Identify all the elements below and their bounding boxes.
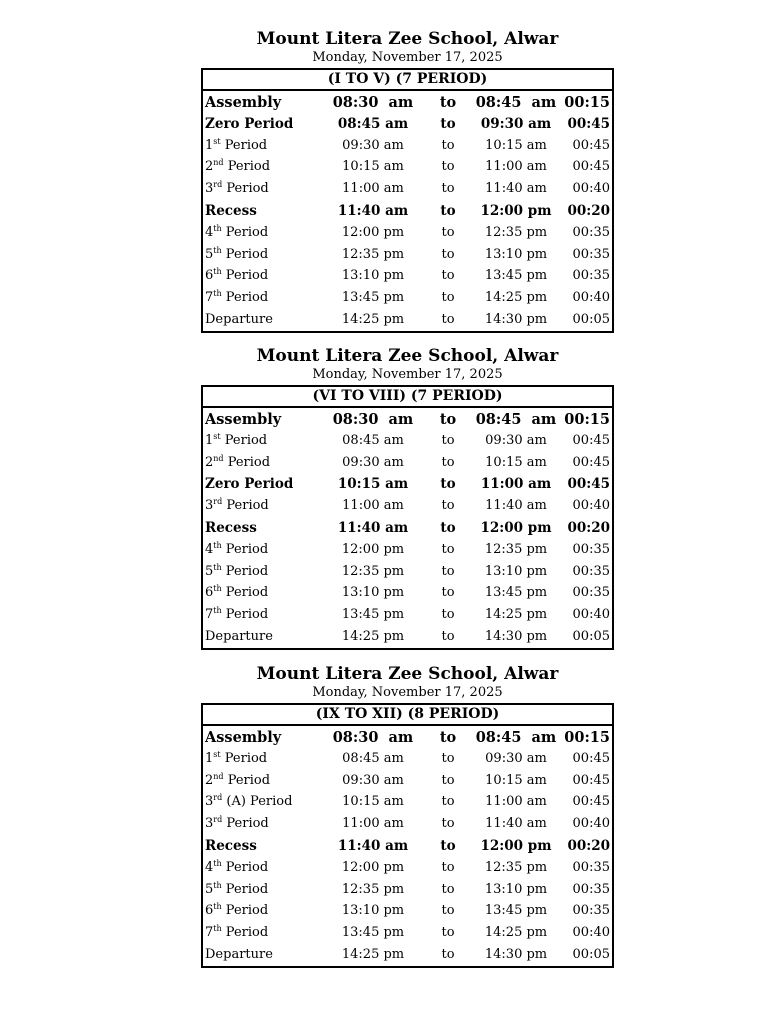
period-number: 5 [205, 881, 214, 897]
to-separator: to [441, 137, 455, 153]
start-time: 08:30 am [332, 729, 414, 746]
ordinal-suffix: th [213, 267, 222, 277]
end-time: 08:45 am [475, 411, 557, 428]
period-name [205, 542, 268, 557]
timetable [201, 385, 614, 650]
period-number: 3 [205, 794, 214, 810]
period-name [205, 312, 273, 327]
period-name [205, 455, 270, 470]
period-name [205, 564, 268, 579]
table-row [203, 626, 612, 648]
duration: 00:20 [567, 519, 610, 536]
to-separator: to [441, 628, 455, 644]
timetable [201, 703, 614, 968]
period-name [205, 925, 268, 940]
start-time: 11:40 am [337, 519, 409, 536]
period-label: Recess [205, 519, 257, 536]
duration: 00:35 [572, 563, 610, 579]
period-label: Period [222, 181, 269, 197]
to-separator: to [441, 794, 455, 810]
table-row [203, 857, 612, 879]
table-row [203, 770, 612, 792]
ordinal-suffix: th [213, 223, 222, 233]
duration: 00:35 [572, 541, 610, 557]
end-time: 13:10 pm [484, 246, 548, 262]
end-time: 10:15 am [485, 137, 547, 153]
period-label: Departure [205, 946, 273, 962]
schedule-date: Monday, November 17, 2025 [312, 685, 503, 700]
period-name [205, 947, 273, 962]
end-time: 13:45 pm [484, 903, 548, 919]
period-name [205, 159, 270, 174]
start-time: 08:45 am [342, 750, 404, 766]
to-separator: to [441, 859, 455, 875]
duration: 00:15 [564, 729, 610, 746]
period-label: Period [220, 750, 268, 766]
to-separator: to [441, 311, 455, 327]
end-time: 14:25 pm [484, 607, 548, 623]
period-name [205, 116, 293, 132]
ordinal-suffix: rd [213, 815, 223, 825]
end-time: 08:45 am [475, 729, 557, 746]
end-time: 10:15 am [485, 772, 547, 788]
table-row [203, 517, 612, 539]
table-row [203, 91, 612, 113]
end-time: 11:40 am [485, 816, 547, 832]
start-time: 09:30 am [342, 772, 404, 788]
period-label: Period [221, 881, 269, 897]
duration: 00:45 [572, 137, 610, 153]
table-row [203, 726, 612, 748]
period-name [205, 751, 267, 766]
period-label: Period [223, 772, 271, 788]
period-label: Period [221, 585, 269, 601]
to-separator: to [441, 159, 455, 175]
period-number: 1 [205, 750, 214, 766]
to-separator: to [441, 181, 455, 197]
period-name [205, 138, 267, 153]
start-time: 12:35 pm [341, 246, 405, 262]
period-label: Departure [205, 311, 273, 327]
class-group-header: (I TO V) (7 PERIOD) [203, 70, 612, 91]
period-number: 6 [205, 903, 214, 919]
end-time: 13:45 pm [484, 585, 548, 601]
schedule-date: Monday, November 17, 2025 [312, 50, 503, 65]
period-name [205, 247, 268, 262]
duration: 00:45 [572, 750, 610, 766]
period-name [205, 520, 257, 536]
to-separator: to [440, 115, 456, 132]
table-row [203, 879, 612, 901]
table-row [203, 748, 612, 770]
to-separator: to [441, 585, 455, 601]
end-time: 12:00 pm [480, 202, 552, 219]
end-time: 12:35 pm [484, 224, 548, 240]
duration: 00:45 [572, 159, 610, 175]
timetable-section-primary [201, 28, 614, 333]
ordinal-suffix: th [213, 584, 222, 594]
period-label: Period [221, 925, 269, 941]
duration: 00:40 [572, 181, 610, 197]
table-row [203, 582, 612, 604]
table-row [203, 539, 612, 561]
period-number: 4 [205, 859, 214, 875]
table-row [203, 430, 612, 452]
period-label: Period [221, 224, 269, 240]
table-row [203, 265, 612, 287]
duration: 00:35 [572, 903, 610, 919]
ordinal-suffix: th [213, 924, 222, 934]
period-label: Zero Period [205, 476, 294, 493]
table-row [203, 561, 612, 583]
start-time: 08:30 am [332, 411, 414, 428]
end-time: 08:45 am [475, 94, 557, 111]
duration: 00:45 [572, 454, 610, 470]
period-label: Zero Period [205, 115, 294, 132]
ordinal-suffix: th [213, 562, 222, 572]
table-row [203, 408, 612, 430]
end-time: 09:30 am [485, 750, 547, 766]
ordinal-suffix: nd [213, 158, 224, 168]
start-time: 09:30 am [342, 454, 404, 470]
period-number: 5 [205, 563, 214, 579]
period-name [205, 476, 293, 492]
period-label: Departure [205, 628, 273, 644]
to-separator: to [440, 519, 456, 536]
end-time: 13:45 pm [484, 268, 548, 284]
duration: 00:20 [567, 202, 610, 219]
table-row [203, 944, 612, 966]
period-label: Period [222, 816, 269, 832]
end-time: 09:30 am [480, 115, 552, 132]
to-separator: to [441, 454, 455, 470]
to-separator: to [440, 476, 456, 493]
duration: 00:20 [567, 837, 610, 854]
to-separator: to [440, 202, 456, 219]
to-separator: to [441, 498, 455, 514]
start-time: 08:45 am [337, 115, 409, 132]
to-separator: to [441, 268, 455, 284]
start-time: 12:35 pm [341, 881, 405, 897]
start-time: 13:10 pm [341, 903, 405, 919]
end-time: 10:15 am [485, 454, 547, 470]
period-label: (A) Period [222, 794, 293, 810]
duration: 00:45 [567, 115, 610, 132]
start-time: 11:00 am [342, 181, 404, 197]
period-name [205, 225, 268, 240]
table-row [203, 156, 612, 178]
end-time: 11:00 am [485, 159, 547, 175]
start-time: 13:10 pm [341, 585, 405, 601]
start-time: 11:40 am [337, 202, 409, 219]
ordinal-suffix: st [213, 749, 221, 759]
start-time: 13:10 pm [341, 268, 405, 284]
duration: 00:45 [572, 794, 610, 810]
start-time: 12:35 pm [341, 563, 405, 579]
period-label: Assembly [205, 94, 282, 111]
ordinal-suffix: th [213, 880, 222, 890]
start-time: 12:00 pm [341, 859, 405, 875]
duration: 00:35 [572, 859, 610, 875]
period-label: Period [221, 563, 269, 579]
start-time: 08:45 am [342, 432, 404, 448]
end-time: 13:10 pm [484, 563, 548, 579]
ordinal-suffix: th [213, 902, 222, 912]
start-time: 11:00 am [342, 816, 404, 832]
start-time: 14:25 pm [341, 628, 405, 644]
table-row [203, 200, 612, 222]
timetable-section-middle [201, 345, 614, 650]
timetable [201, 68, 614, 333]
to-separator: to [441, 925, 455, 941]
end-time: 12:00 pm [480, 519, 552, 536]
ordinal-suffix: rd [213, 180, 223, 190]
to-separator: to [439, 411, 457, 428]
school-name: Mount Litera Zee School, Alwar [256, 29, 559, 49]
start-time: 10:15 am [337, 476, 409, 493]
period-name [205, 433, 267, 448]
ordinal-suffix: th [213, 858, 222, 868]
table-row [203, 922, 612, 944]
to-separator: to [441, 750, 455, 766]
period-number: 7 [205, 607, 214, 623]
duration: 00:40 [572, 816, 610, 832]
period-name [205, 181, 269, 196]
period-number: 3 [205, 181, 214, 197]
period-label: Recess [205, 837, 257, 854]
table-row [203, 244, 612, 266]
schedule-date: Monday, November 17, 2025 [312, 367, 503, 382]
period-label: Period [223, 454, 271, 470]
duration: 00:40 [572, 498, 610, 514]
end-time: 13:10 pm [484, 881, 548, 897]
ordinal-suffix: th [213, 245, 222, 255]
period-label: Period [220, 432, 268, 448]
duration: 00:15 [564, 94, 610, 111]
duration: 00:40 [572, 925, 610, 941]
table-row [203, 791, 612, 813]
end-time: 14:25 pm [484, 925, 548, 941]
period-name [205, 498, 269, 513]
period-name [205, 411, 281, 428]
period-number: 2 [205, 454, 214, 470]
period-label: Period [221, 246, 269, 262]
duration: 00:45 [572, 772, 610, 788]
start-time: 08:30 am [332, 94, 414, 111]
period-name [205, 729, 281, 746]
period-number: 2 [205, 772, 214, 788]
start-time: 10:15 am [342, 159, 404, 175]
to-separator: to [441, 816, 455, 832]
end-time: 11:00 am [485, 794, 547, 810]
duration: 00:35 [572, 268, 610, 284]
duration: 00:05 [572, 311, 610, 327]
start-time: 13:45 pm [341, 290, 405, 306]
period-number: 3 [205, 816, 214, 832]
period-name [205, 903, 268, 918]
period-number: 7 [205, 925, 214, 941]
table-row [203, 452, 612, 474]
duration: 00:45 [567, 476, 610, 493]
period-name [205, 94, 281, 111]
duration: 00:40 [572, 290, 610, 306]
timetable-section-senior [201, 663, 614, 968]
start-time: 11:40 am [337, 837, 409, 854]
period-number: 1 [205, 137, 214, 153]
to-separator: to [440, 837, 456, 854]
ordinal-suffix: th [213, 289, 222, 299]
ordinal-suffix: nd [213, 771, 224, 781]
period-name [205, 882, 268, 897]
duration: 00:05 [572, 628, 610, 644]
period-name [205, 203, 257, 219]
duration: 00:40 [572, 607, 610, 623]
ordinal-suffix: th [213, 606, 222, 616]
to-separator: to [441, 246, 455, 262]
period-number: 6 [205, 585, 214, 601]
to-separator: to [441, 432, 455, 448]
period-number: 1 [205, 432, 214, 448]
period-label: Assembly [205, 411, 282, 428]
class-group-header: (VI TO VIII) (7 PERIOD) [203, 387, 612, 408]
period-label: Period [221, 607, 269, 623]
period-number: 3 [205, 498, 214, 514]
to-separator: to [441, 772, 455, 788]
period-name [205, 268, 268, 283]
class-group-header: (IX TO XII) (8 PERIOD) [203, 705, 612, 726]
period-label: Recess [205, 202, 257, 219]
to-separator: to [441, 946, 455, 962]
table-row [203, 604, 612, 626]
table-row [203, 495, 612, 517]
start-time: 13:45 pm [341, 925, 405, 941]
period-name [205, 816, 269, 831]
table-row [203, 287, 612, 309]
start-time: 14:25 pm [341, 311, 405, 327]
period-number: 6 [205, 268, 214, 284]
table-row [203, 113, 612, 135]
end-time: 12:00 pm [480, 837, 552, 854]
period-name [205, 629, 273, 644]
ordinal-suffix: st [213, 431, 221, 441]
start-time: 11:00 am [342, 498, 404, 514]
period-name [205, 607, 268, 622]
table-row [203, 835, 612, 857]
end-time: 09:30 am [485, 432, 547, 448]
to-separator: to [441, 290, 455, 306]
school-name: Mount Litera Zee School, Alwar [256, 346, 559, 366]
duration: 00:05 [572, 946, 610, 962]
table-row [203, 473, 612, 495]
table-row [203, 222, 612, 244]
duration: 00:35 [572, 585, 610, 601]
to-separator: to [439, 94, 457, 111]
to-separator: to [441, 881, 455, 897]
start-time: 12:00 pm [341, 541, 405, 557]
period-number: 7 [205, 290, 214, 306]
period-label: Period [221, 268, 269, 284]
to-separator: to [441, 563, 455, 579]
end-time: 11:40 am [485, 181, 547, 197]
ordinal-suffix: rd [213, 793, 223, 803]
start-time: 13:45 pm [341, 607, 405, 623]
period-number: 5 [205, 246, 214, 262]
period-name [205, 290, 268, 305]
end-time: 14:30 pm [484, 946, 548, 962]
to-separator: to [439, 729, 457, 746]
period-name [205, 838, 257, 854]
to-separator: to [441, 607, 455, 623]
table-row [203, 178, 612, 200]
period-label: Period [221, 290, 269, 306]
end-time: 14:30 pm [484, 628, 548, 644]
start-time: 09:30 am [342, 137, 404, 153]
duration: 00:15 [564, 411, 610, 428]
ordinal-suffix: nd [213, 453, 224, 463]
table-row [203, 135, 612, 157]
school-name: Mount Litera Zee School, Alwar [256, 664, 559, 684]
period-label: Assembly [205, 729, 282, 746]
duration: 00:35 [572, 881, 610, 897]
to-separator: to [441, 541, 455, 557]
ordinal-suffix: th [213, 540, 222, 550]
period-name [205, 860, 268, 875]
ordinal-suffix: rd [213, 497, 223, 507]
table-row [203, 309, 612, 331]
start-time: 10:15 am [342, 794, 404, 810]
end-time: 12:35 pm [484, 859, 548, 875]
period-label: Period [221, 541, 269, 557]
end-time: 11:00 am [480, 476, 552, 493]
end-time: 12:35 pm [484, 541, 548, 557]
duration: 00:45 [572, 432, 610, 448]
period-label: Period [223, 159, 271, 175]
table-row [203, 813, 612, 835]
period-name [205, 773, 270, 788]
period-label: Period [221, 859, 269, 875]
period-number: 4 [205, 541, 214, 557]
end-time: 11:40 am [485, 498, 547, 514]
start-time: 12:00 pm [341, 224, 405, 240]
period-label: Period [222, 498, 269, 514]
end-time: 14:25 pm [484, 290, 548, 306]
ordinal-suffix: st [213, 136, 221, 146]
to-separator: to [441, 224, 455, 240]
to-separator: to [441, 903, 455, 919]
period-number: 2 [205, 159, 214, 175]
period-name [205, 585, 268, 600]
table-row [203, 900, 612, 922]
duration: 00:35 [572, 224, 610, 240]
period-label: Period [220, 137, 268, 153]
period-number: 4 [205, 224, 214, 240]
period-name [205, 794, 292, 809]
duration: 00:35 [572, 246, 610, 262]
end-time: 14:30 pm [484, 311, 548, 327]
period-label: Period [221, 903, 269, 919]
start-time: 14:25 pm [341, 946, 405, 962]
